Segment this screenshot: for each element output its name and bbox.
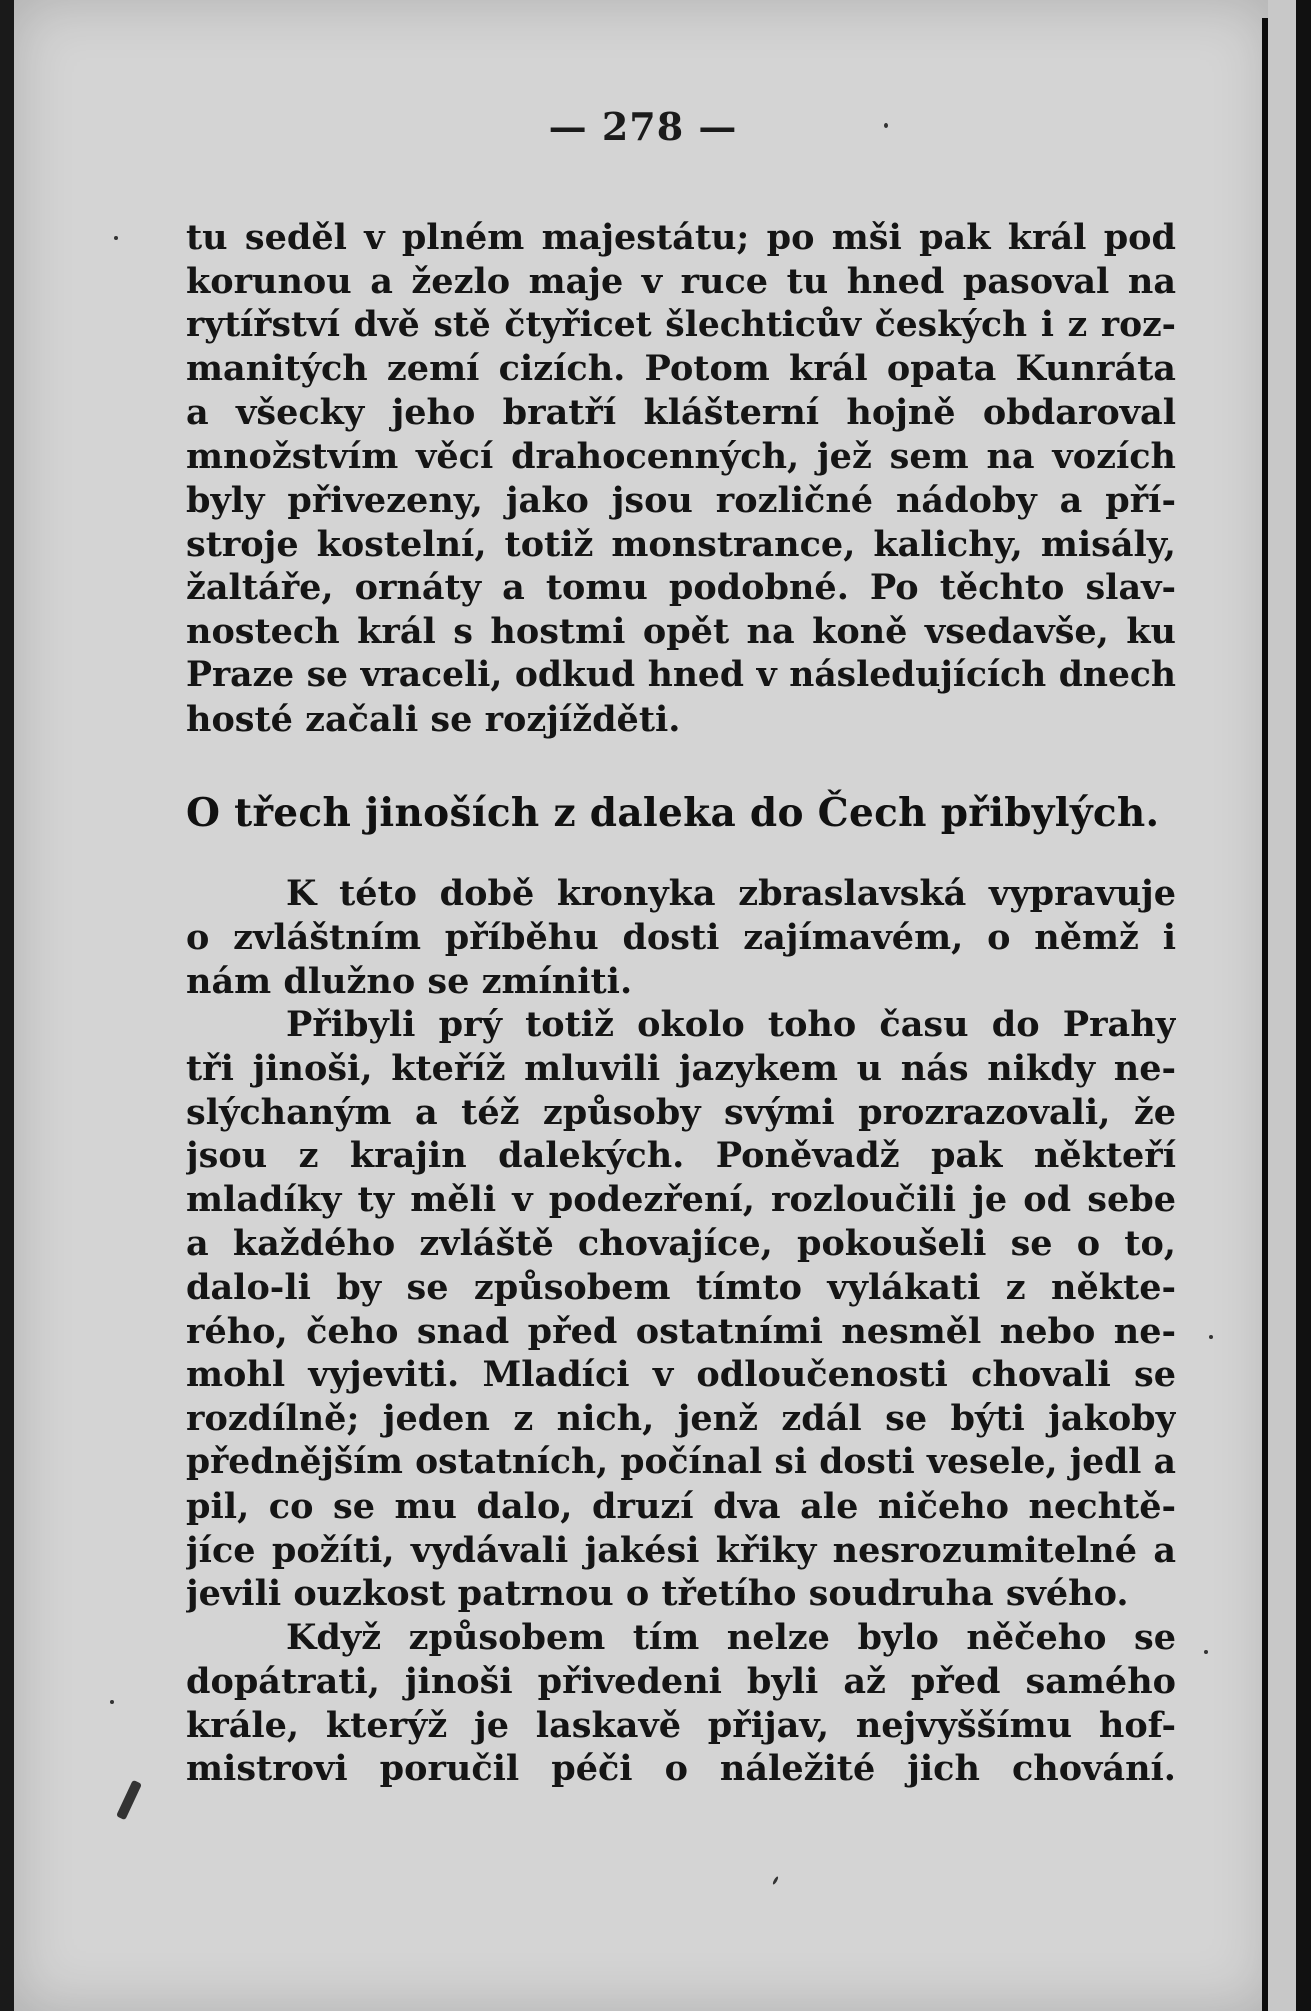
- text-line: pil, co se mu dalo, druzí dva ale ničeho nechtě-: [186, 1485, 1176, 1527]
- text-line: hosté začali se rozjížděti.: [186, 698, 681, 740]
- text-line: mladíky ty měli v podezření, rozloučili je od sebe: [186, 1179, 1176, 1221]
- text-line: jevili ouzkost patrnou o třetího soudruha svého.: [186, 1573, 1129, 1615]
- text-line: Praze se vraceli, odkud hned v následujících dnech: [186, 654, 1176, 695]
- page-number: — 278 —: [548, 104, 738, 149]
- text-line: o zvláštním příběhu dosti zajímavém, o němž i: [186, 916, 1176, 958]
- text-line: množstvím věcí drahocenných, jež sem na vozích: [186, 435, 1176, 477]
- text-line: žaltáře, ornáty a tomu podobné. Po těchto slav-: [186, 567, 1176, 609]
- text-line: a každého zvláště chovajíce, pokoušeli se o to,: [186, 1222, 1176, 1264]
- paper-speck: [116, 1780, 142, 1820]
- adjacent-page-strip: [1268, 0, 1296, 2011]
- section-heading: O třech jinoších z daleka do Čech přibylých.: [186, 790, 1160, 836]
- text-line: rého, čeho snad před ostatními nesměl nebo ne-: [186, 1310, 1176, 1352]
- text-line: stroje kostelní, totiž monstrance, kalichy, misály,: [186, 523, 1176, 565]
- text-line: krále, kterýž je laskavě přijav, nejvyššímu hof-: [186, 1704, 1176, 1746]
- text-line: manitých zemí cizích. Potom král opata Kunráta: [186, 348, 1176, 390]
- text-line: mohl vyjeviti. Mladíci v odloučenosti chovali se: [186, 1354, 1176, 1396]
- paragraph-1: [186, 216, 1176, 742]
- text-line: mistrovi poručil péči o náležité jich chování.: [186, 1748, 1176, 1790]
- paper-speck: [110, 1700, 114, 1704]
- text-line: rozdílně; jeden z nich, jenž zdál se býti jakoby: [186, 1398, 1176, 1440]
- text-line: přednějším ostatních, počínal si dosti vesele, jedl a: [186, 1441, 1176, 1482]
- text-line: Když způsobem tím nelze bylo něčeho se: [286, 1617, 1176, 1658]
- text-line: rytířství dvě stě čtyřicet šlechticův českých i z roz-: [186, 304, 1176, 345]
- paragraph-4: [186, 1616, 1176, 1791]
- paper-speck: [114, 236, 118, 240]
- text-line: a všecky jeho bratří klášterní hojně obdaroval: [186, 392, 1176, 434]
- text-line: dalo-li by se způsobem tímto vylákati z někte-: [186, 1266, 1176, 1308]
- scan-border: [1296, 0, 1311, 2011]
- text-line: slýchaným a též způsoby svými prozrazovali, že: [186, 1091, 1176, 1133]
- text-line: jsou z krajin dalekých. Poněvadž pak někteří: [186, 1135, 1176, 1177]
- paragraph-3: [186, 1003, 1176, 1616]
- text-line: tři jinoši, kteříž mluvili jazykem u nás nikdy ne-: [186, 1047, 1176, 1089]
- text-line: jíce požíti, vydávali jakési křiky nesrozumitelné a: [186, 1529, 1176, 1571]
- paper-speck: [1204, 1650, 1208, 1654]
- text-line: nostech král s hostmi opět na koně vsedavše, ku: [186, 611, 1176, 653]
- paper-speck: [1209, 1335, 1213, 1339]
- text-line: dopátrati, jinoši přivedeni byli až před samého: [186, 1660, 1176, 1702]
- paper-speck: [884, 123, 888, 128]
- text-line: korunou a žezlo maje v ruce tu hned pasoval na: [186, 260, 1176, 302]
- text-line: nám dlužno se zmíniti.: [186, 960, 633, 1002]
- book-page: [14, 0, 1272, 2011]
- paragraph-2: [186, 872, 1176, 1003]
- text-line: Přibyli prý totiž okolo toho času do Prahy: [286, 1004, 1176, 1045]
- text-line: K této době kronyka zbraslavská vypravuje: [286, 873, 1176, 914]
- text-line: tu seděl v plném majestátu; po mši pak král pod: [186, 217, 1176, 258]
- text-line: byly přivezeny, jako jsou rozličné nádoby a pří-: [186, 479, 1176, 521]
- paper-speck: [772, 1876, 779, 1885]
